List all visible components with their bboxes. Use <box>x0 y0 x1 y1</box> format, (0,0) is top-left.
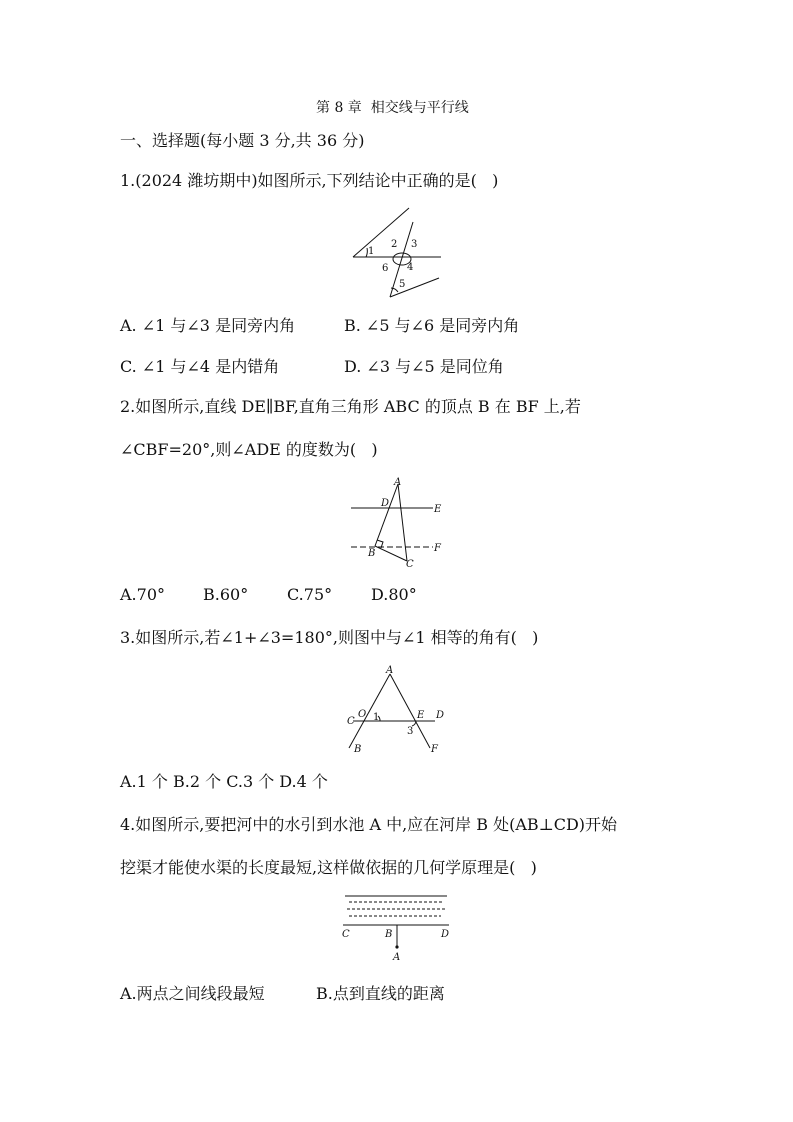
q1-label-1: 1 <box>368 246 375 257</box>
q3-label-e: E <box>417 710 425 721</box>
q3-label-d: D <box>436 710 445 721</box>
q2-label-c: C <box>406 559 414 570</box>
q1-label-4: 4 <box>407 262 414 273</box>
q1-figure <box>345 200 450 300</box>
chapter-title: 第 8 章 相交线与平行线 <box>316 100 469 116</box>
q4-stem-line-2: 挖渠才能使水渠的长度最短,这样做依据的几何学原理是( ) <box>120 858 537 877</box>
q1-option-b: B. ∠5 与∠6 是同旁内角 <box>344 316 520 335</box>
q3-options: A.1 个 B.2 个 C.3 个 D.4 个 <box>120 772 328 791</box>
q2-figure <box>345 475 455 570</box>
q1-option-c: C. ∠1 与∠4 是内错角 <box>120 357 280 376</box>
q4-label-a: A <box>393 952 401 963</box>
q3-label-b: B <box>354 744 362 755</box>
q2-label-b: B <box>368 548 376 559</box>
q3-label-1: 1 <box>373 712 380 723</box>
q2-label-f: F <box>434 543 441 554</box>
q4-figure <box>335 888 460 968</box>
q1-option-a: A. ∠1 与∠3 是同旁内角 <box>120 316 296 335</box>
q1-label-5: 5 <box>399 279 406 290</box>
section-heading: 一、选择题(每小题 3 分,共 36 分) <box>120 131 365 150</box>
q1-stem: 1.(2024 潍坊期中)如图所示,下列结论中正确的是( ) <box>120 171 499 190</box>
q2-option-b: B.60° <box>203 585 249 604</box>
q4-label-b: B <box>385 929 393 940</box>
q2-label-e: E <box>434 504 442 515</box>
q3-label-o: O <box>358 709 367 720</box>
q4-label-d: D <box>441 929 450 940</box>
q1-label-6: 6 <box>382 263 389 274</box>
q4-option-b: B.点到直线的距离 <box>316 984 445 1003</box>
q4-option-a: A.两点之间线段最短 <box>120 984 265 1003</box>
q3-label-3: 3 <box>407 726 414 737</box>
q2-option-d: D.80° <box>371 585 417 604</box>
q1-option-d: D. ∠3 与∠5 是同位角 <box>344 357 504 376</box>
q3-label-f: F <box>431 744 438 755</box>
q2-option-c: C.75° <box>287 585 333 604</box>
q3-label-c: C <box>347 716 355 727</box>
q4-label-c: C <box>342 929 350 940</box>
q1-label-3: 3 <box>411 239 418 250</box>
q3-stem: 3.如图所示,若∠1+∠3=180°,则图中与∠1 相等的角有( ) <box>120 628 539 647</box>
q3-figure <box>340 660 455 760</box>
q2-label-a: A <box>394 477 402 488</box>
q2-label-d: D <box>381 498 390 509</box>
q1-label-2: 2 <box>391 239 398 250</box>
q3-label-a: A <box>386 665 394 676</box>
q2-stem-line-2: ∠CBF=20°,则∠ADE 的度数为( ) <box>120 440 378 459</box>
q4-stem-line-1: 4.如图所示,要把河中的水引到水池 A 中,应在河岸 B 处(AB⊥CD)开始 <box>120 815 618 834</box>
q2-stem-line-1: 2.如图所示,直线 DE∥BF,直角三角形 ABC 的顶点 B 在 BF 上,若 <box>120 397 581 416</box>
q2-option-a: A.70° <box>120 585 165 604</box>
